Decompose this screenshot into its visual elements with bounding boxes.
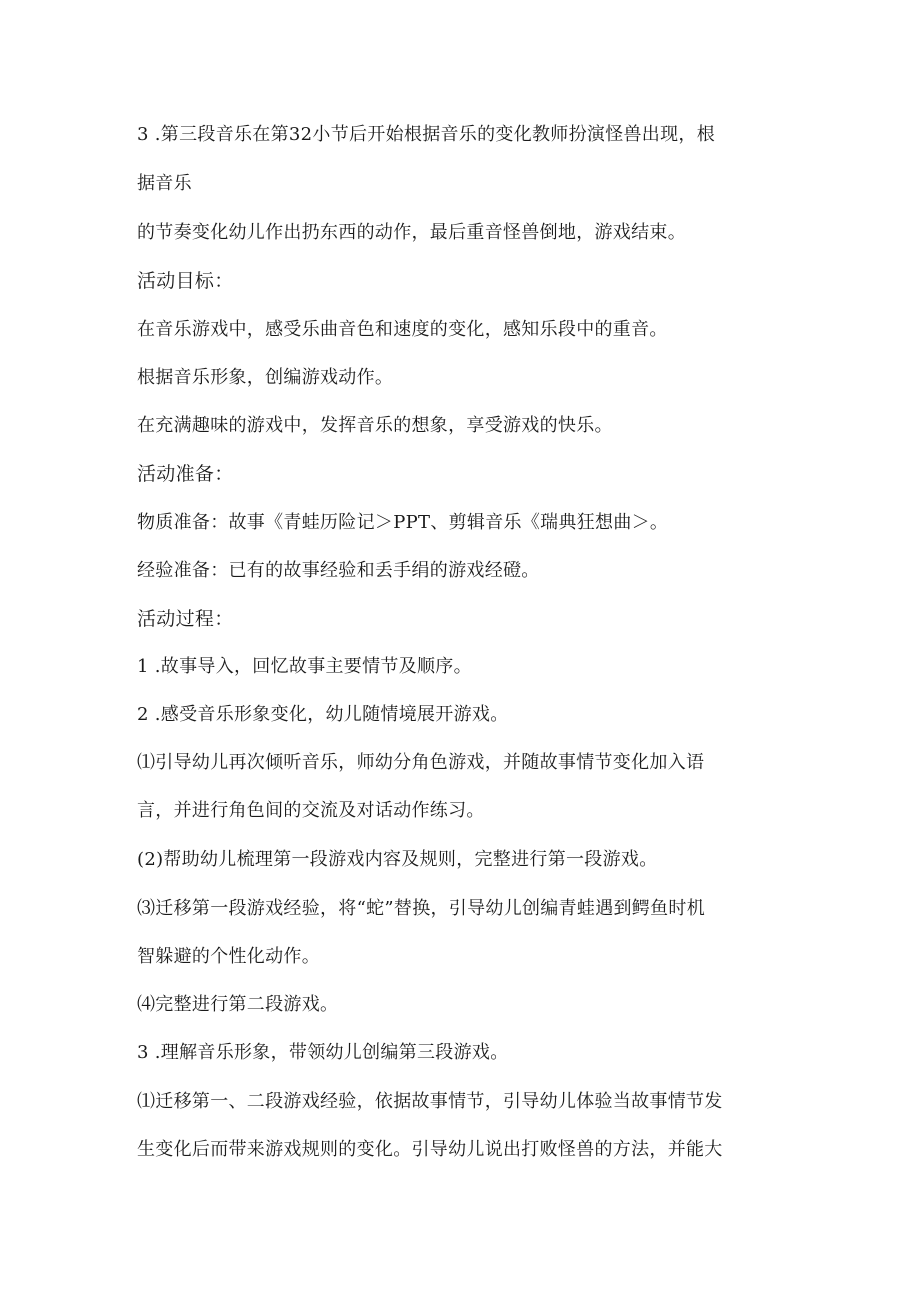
text-line: ⑴引导幼儿再次倾听音乐，师幼分角色游戏，并随故事情节变化加入语 [137,752,705,773]
text-line: ⑶迁移第一段游戏经验，将“蛇”替换，引导幼儿创编青蛙遇到鳄鱼时机 [137,898,706,919]
text-line: (2)帮助幼儿梳理第一段游戏内容及规则，完整进行第一段游戏。 [137,849,658,870]
text-line: 的节奏变化幼儿作出扔东西的动作，最后重音怪兽倒地，游戏结束。 [137,222,686,243]
section-heading-preparation: 活动准备： [137,463,234,485]
text-line: 3 .理解音乐形象，带领幼儿创编第三段游戏。 [137,1042,509,1063]
text-line: 据音乐 [137,173,192,194]
text-line: 生变化后而带来游戏规则的变化。引导幼儿说出打败怪兽的方法，并能大 [137,1139,723,1160]
text-line: 言，并进行角色间的交流及对话动作练习。 [137,800,485,821]
text-line: 经验准备：已有的故事经验和丢手绢的游戏经磴。 [137,560,540,581]
section-heading-goals: 活动目标： [137,270,234,292]
text-line: 2 .感受音乐形象变化，幼儿随情境展开游戏。 [137,704,509,725]
text-line: 1 .故事导入，回忆故事主要情节及顺序。 [137,656,472,677]
text-line: 智躲避的个性化动作。 [137,946,320,967]
section-heading-process: 活动过程： [137,608,234,630]
text-line: ⑷完整进行第二段游戏。 [137,994,339,1015]
text-line: 在充满趣味的游戏中，发挥音乐的想象，享受游戏的快乐。 [137,415,613,436]
text-line: 物质准备：故事《青蛙历险记＞PPT、剪辑音乐《瑞典狂想曲＞。 [137,512,669,533]
text-line: 在音乐游戏中，感受乐曲音色和速度的变化，感知乐段中的重音。 [137,319,668,340]
text-line: 根据音乐形象，创编游戏动作。 [137,367,394,388]
text-line: ⑴迁移第一、二段游戏经验，依据故事情节，引导幼儿体验当故事情节发 [137,1091,723,1112]
text-line: 3 .第三段音乐在第32小节后开始根据音乐的变化教师扮演怪兽出现，根 [137,124,715,145]
